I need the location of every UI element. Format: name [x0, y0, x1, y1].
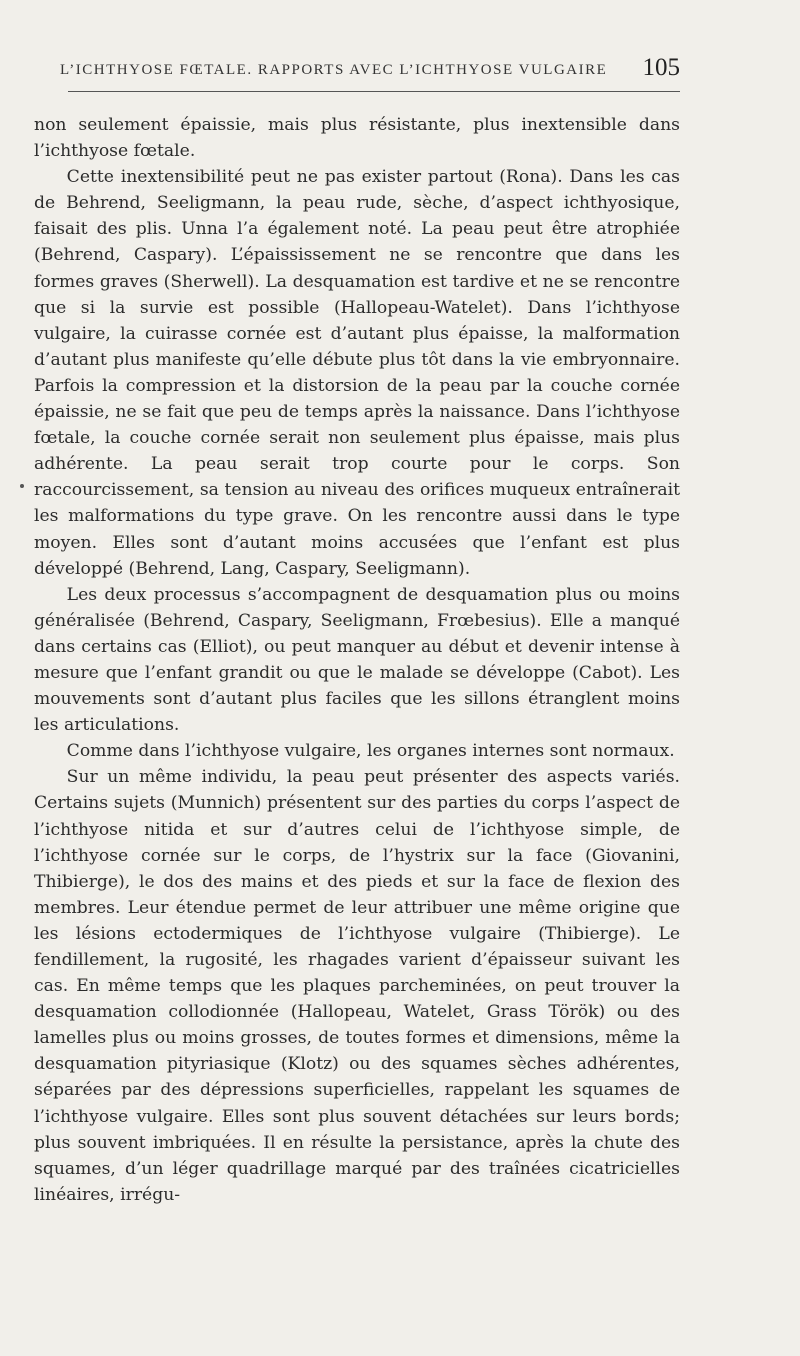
running-title: L’ICHTHYOSE FŒTALE. RAPPORTS AVEC L’ICHTHYOSE VULGAIRE: [60, 62, 608, 78]
margin-mark: [20, 484, 24, 488]
paragraph-1: non seulement épaissie, mais plus résistante, plus inextensible dans l’ichthyose fœtale.: [34, 115, 680, 162]
body-text: [34, 112, 680, 1208]
paragraph-2: Cette inextensibilité peut ne pas exister partout (Rona). Dans les cas de Behrend, Seeligmann, la peau rude, sèche, d’aspect ichthyosique, faisait des plis. Unna l’a également noté. La peau peut être atrophiée (Behrend, Caspary). L’épaississement ne se rencontre que dans les formes graves (Sherwell). La desquamation est tardive et ne se rencontre que si la survie est possible (Hallopeau-Watelet). Dans l’ichthyose vulgaire, la cuirasse cornée est d’autant plus épaisse, la malformation d’autant plus manifeste qu’elle débute plus tôt dans la vie embryonnaire. Parfois la compression et la distorsion de la peau par la couche cornée épaissie, ne se fait que peu de temps après la naissance. Dans l’ichthyose fœtale, la couche cornée serait non seulement plus épaisse, mais plus adhérente. La peau serait trop courte pour le corps. Son raccourcissement, sa tension au niveau des orifices muqueux entraînerait les malformations du type grave. On les rencontre aussi dans le type moyen. Elles sont d’autant moins accusées que l’enfant est plus développé (Behrend, Lang, Caspary, Seeligmann).: [34, 167, 680, 579]
paragraph-5: Sur un même individu, la peau peut présenter des aspects variés. Certains sujets (Munnich) présentent sur des parties du corps l’aspect de l’ichthyose nitida et sur d’autres celui de l’ichthyose simple, de l’ichthyose cornée sur le corps, de l’hystrix sur la face (Giovanini, Thibierge), le dos des mains et des pieds et sur la face de flexion des membres. Leur étendue permet de leur attribuer une même origine que les lésions ectodermiques de l’ichthyose vulgaire (Thibierge). Le fendillement, la rugosité, les rhagades varient d’épaisseur suivant les cas. En même temps que les plaques parcheminées, on peut trouver la desquamation collodionnée (Hallopeau, Watelet, Grass Török) ou des lamelles plus ou moins grosses, de toutes formes et dimensions, même la desquamation pityriasique (Klotz) ou des squames sèches adhérentes, séparées par des dépressions superficielles, rappelant les squames de l’ichthyose vulgaire. Elles sont plus souvent détachées sur leurs bords; plus souvent imbriquées. Il en résulte la persistance, après la chute des squames, d’un léger quadrillage marqué par des traînées cicatricielles linéaires, irrégu-: [34, 767, 680, 1205]
header-rule: [68, 91, 680, 92]
paragraph-3: Les deux processus s’accompagnent de desquamation plus ou moins généralisée (Behrend, Caspary, Seeligmann, Frœbesius). Elle a manqué dans certains cas (Elliot), ou peut manquer au début et devenir intense à mesure que l’enfant grandit ou que le malade se développe (Cabot). Les mouvements sont d’autant plus faciles que les sillons étranglent moins les articulations.: [34, 584, 680, 736]
paragraph-4: Comme dans l’ichthyose vulgaire, les organes internes sont normaux.: [66, 741, 675, 762]
running-header: [34, 46, 680, 86]
page-number: 105: [642, 54, 680, 81]
